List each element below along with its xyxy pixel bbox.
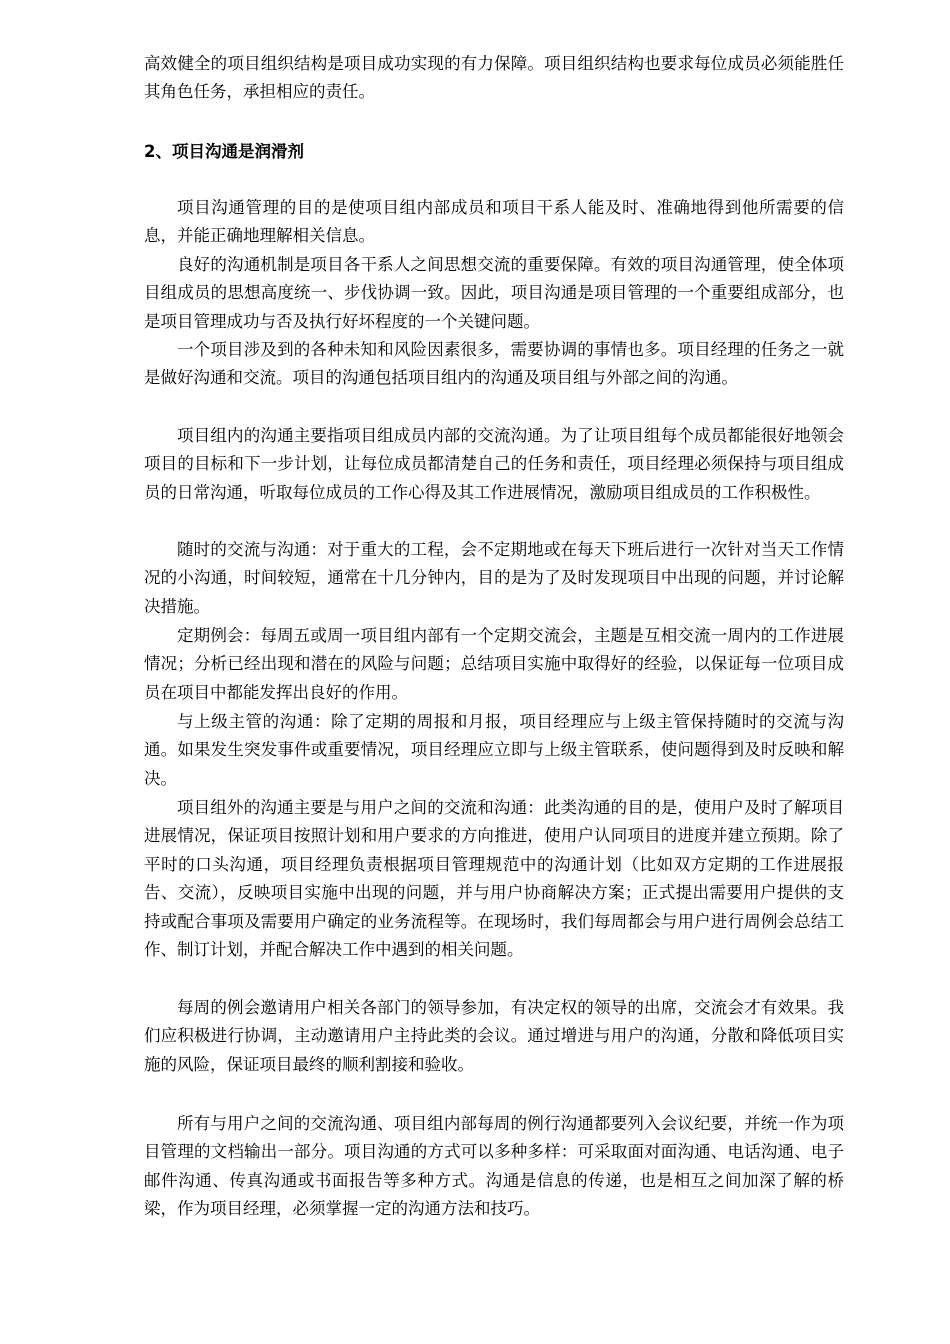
- paragraph-7: 与上级主管的沟通：除了定期的周报和月报，项目经理应与上级主管保持随时的交流与沟通。如果发生突发事件或重要情况，项目经理应立即与上级主管联系，使问题得到及时反映和解决。: [144, 712, 844, 788]
- paragraph-8: 项目组外的沟通主要是与用户之间的交流和沟通：此类沟通的目的是，使用户及时了解项目进展情况，保证项目按照计划和用户要求的方向推进，使用户认同项目的进度并建立预期。除了平时的口头沟通，项目经理负责根据项目管理规范中的沟通计划（比如双方定期的工作进展报告、交流），反映项目实施中出现的问题，并与用户协商解决方案；正式提出需要用户提供的支持或配合事项及需要用户确定的业务流程等。在现场时，我们每周都会与用户进行周例会总结工作、制订计划，并配合解决工作中遇到的相关问题。: [144, 798, 844, 960]
- paragraph-10: 所有与用户之间的交流沟通、项目组内部每周的例行沟通都要列入会议纪要，并统一作为项目管理的文档输出一部分。项目沟通的方式可以多种多样：可采取面对面沟通、电话沟通、电子邮件沟通、传真沟通或书面报告等多种方式。沟通是信息的传递，也是相互之间加深了解的桥梁，作为项目经理，必须掌握一定的沟通方法和技巧。: [144, 1114, 844, 1219]
- paragraph-5: 随时的交流与沟通：对于重大的工程，会不定期地或在每天下班后进行一次针对当天工作情况的小沟通，时间较短，通常在十几分钟内，目的是为了及时发现项目中出现的问题，并讨论解决措施。: [144, 540, 844, 616]
- paragraph-3: 一个项目涉及到的各种未知和风险因素很多，需要协调的事情也多。项目经理的任务之一就是做好沟通和交流。项目的沟通包括项目组内的沟通及项目组与外部之间的沟通。: [144, 340, 844, 388]
- paragraph-4: 项目组内的沟通主要指项目组成员内部的交流沟通。为了让项目组每个成员都能很好地领会项目的目标和下一步计划，让每位成员都清楚自己的任务和责任，项目经理必须保持与项目组成员的日常沟通，听取每位成员的工作心得及其工作进展情况，激励项目组成员的工作积极性。: [144, 426, 844, 502]
- paragraph-6: 定期例会：每周五或周一项目组内部有一个定期交流会，主题是互相交流一周内的工作进展情况；分析已经出现和潜在的风险与问题；总结项目实施中取得好的经验，以保证每一位项目成员在项目中都能发挥出良好的作用。: [144, 626, 844, 702]
- intro-paragraph: 高效健全的项目组织结构是项目成功实现的有力保障。项目组织结构也要求每位成员必须能胜任其角色任务，承担相应的责任。: [144, 54, 844, 102]
- paragraph-1: 项目沟通管理的目的是使项目组内部成员和项目干系人能及时、准确地得到他所需要的信息，并能正确地理解相关信息。: [144, 198, 844, 246]
- section-heading: 2、项目沟通是润滑剂: [144, 142, 304, 161]
- paragraph-9: 每周的例会邀请用户相关各部门的领导参加，有决定权的领导的出席，交流会才有效果。我们应积极进行协调，主动邀请用户主持此类的会议。通过增进与用户的沟通，分散和降低项目实施的风险，保证项目最终的顺利割接和验收。: [144, 998, 844, 1074]
- paragraph-2: 良好的沟通机制是项目各干系人之间思想交流的重要保障。有效的项目沟通管理，使全体项目组成员的思想高度统一、步伐协调一致。因此，项目沟通是项目管理的一个重要组成部分，也是项目管理成功与否及执行好坏程度的一个关键问题。: [144, 255, 844, 331]
